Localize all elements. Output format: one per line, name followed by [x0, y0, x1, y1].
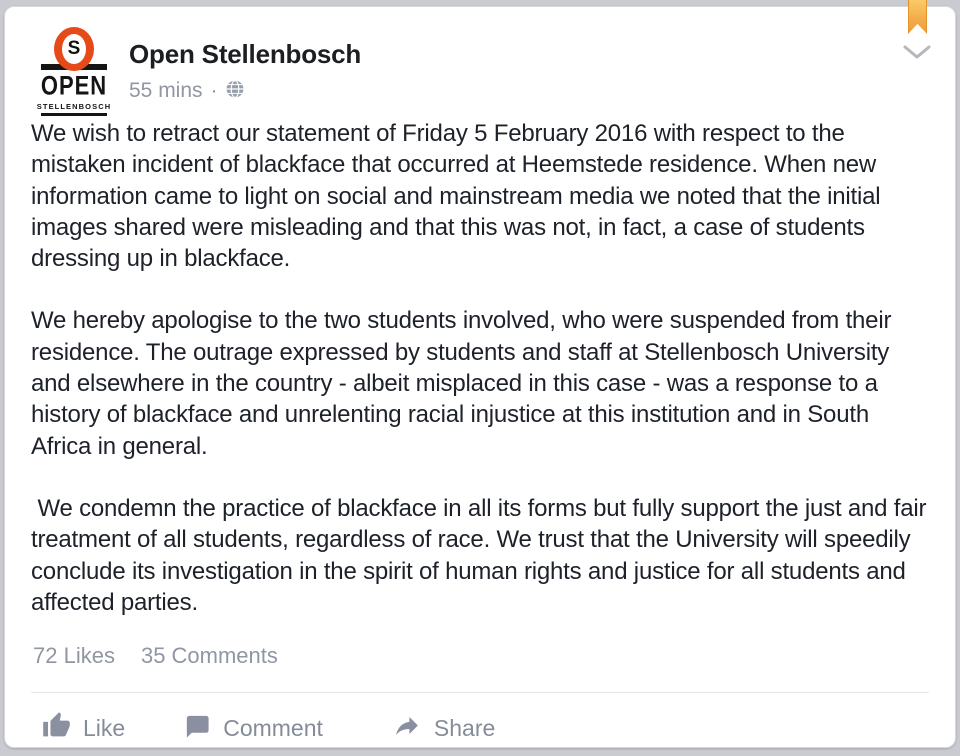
post-paragraph: We condemn the practice of blackface in all its forms but fully support the just and fair treatment of all students, regardless of race. We trust that the University will speedily conclude its investigation in the spirit of human rights and justice for all students and affected parties.: [31, 494, 933, 616]
avatar-logo-subtitle: STELLENBOSCH: [36, 102, 112, 111]
comment-button[interactable]: [182, 711, 323, 746]
globe-icon: [226, 80, 244, 104]
page-name[interactable]: Open Stellenbosch: [129, 39, 362, 69]
comments-count[interactable]: 35 Comments: [140, 643, 278, 668]
divider: [31, 692, 929, 693]
speech-bubble-icon: [182, 711, 211, 746]
post-text: [31, 118, 933, 618]
comment-button-label: Comment: [223, 714, 323, 741]
post-card: [4, 6, 956, 748]
timestamp: 55 mins: [129, 79, 203, 102]
post-paragraph: We hereby apologise to the two students involved, who were suspended from their residence. The outrage expressed by students and staff at Stellenbosch University and elsewhere in the country - albeit misplaced in this case - was a response to a history of blackface and unrelenting racial injustice at this institution and in South Africa in general.: [31, 307, 898, 460]
chevron-down-icon[interactable]: [902, 44, 932, 67]
meta-separator: ·: [210, 79, 218, 102]
like-button[interactable]: [42, 711, 125, 746]
like-button-label: Like: [83, 714, 126, 741]
avatar-logo-circle: [54, 27, 94, 71]
share-arrow-icon: [392, 711, 422, 746]
share-button-label: Share: [433, 714, 496, 741]
engagement-row: [33, 643, 278, 669]
page-avatar[interactable]: [36, 27, 112, 116]
post-meta: [129, 78, 244, 104]
thumbs-up-icon: [42, 711, 71, 746]
avatar-logo-wordmark: OPEN: [40, 70, 108, 101]
likes-count[interactable]: 72 Likes: [33, 643, 115, 668]
share-button[interactable]: [392, 711, 495, 746]
avatar-logo-letter: S: [62, 34, 86, 64]
avatar-logo-bottom-bar: [41, 113, 107, 116]
action-bar: [42, 706, 495, 750]
post-paragraph: We wish to retract our statement of Friday 5 February 2016 with respect to the mistaken incident of blackface that occurred at Heemstede residence. When new information came to light on social and mainstream media we noted that the initial images shared were misleading and that this was not, in fact, a case of students dressing up in blackface.: [31, 120, 887, 273]
